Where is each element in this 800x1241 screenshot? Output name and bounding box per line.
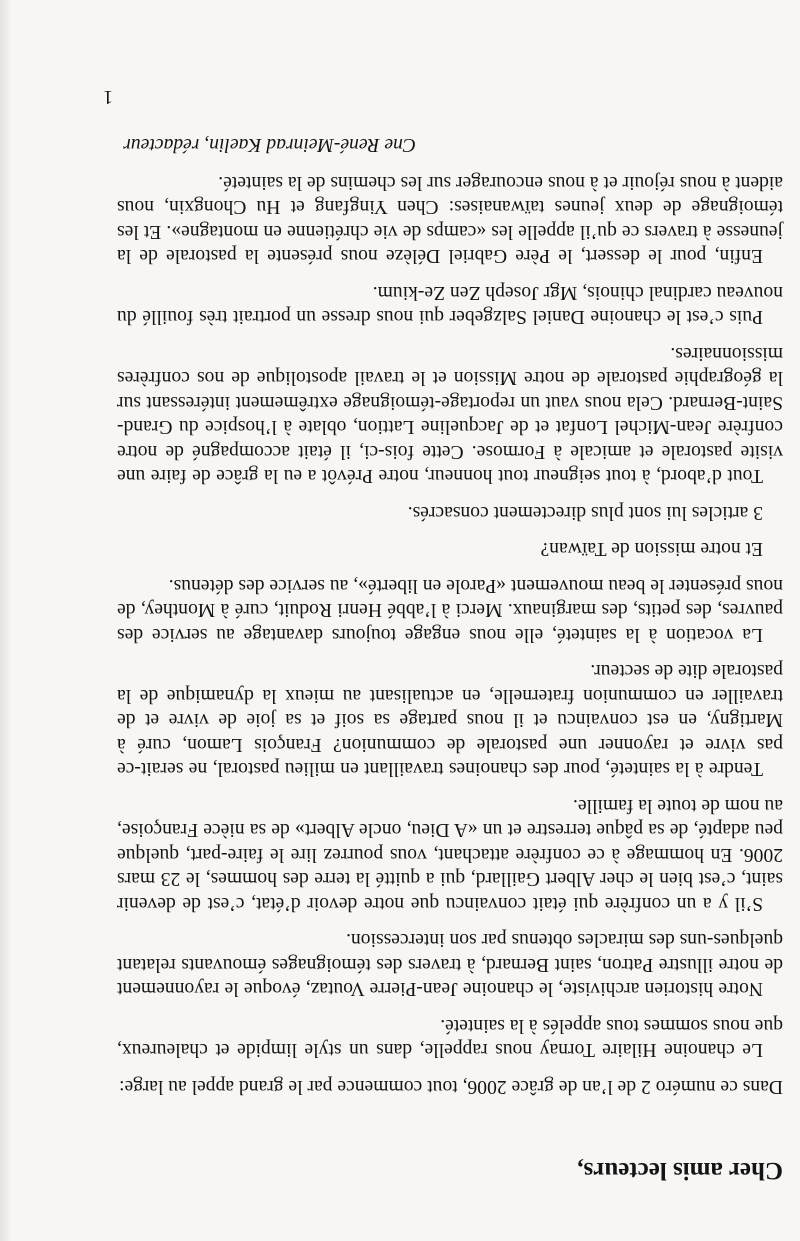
- editor-signature: Cne René-Meinrad Kaelin, rédacteur: [123, 134, 416, 155]
- paragraph-prevot: Tout d’abord, à tout seigneur tout honneur, notre Prévôt a eu la grâce de faire une visite pastorale et amicale à Formose. Cette fois-ci, il était accompagné de notre confrère Jean-Michel Lonfat et de Jacqueline Lattion, oblate à l’hospice du Grand-Saint-Bernard. Cela nous vaut un reportage-témoignage extrêmement intéressant sur la géographie pastorale de notre Mission et le travail apostolique de nos confrères missionnaires.: [117, 343, 783, 487]
- paragraph-lamon: Tendre à la sainteté, pour des chanoines travaillant en milieu pastoral, ne serait-ce pas vivre et rayonner une pastorale de communion? François Lamon, curé à Martigny, en est convaincu et il nous partage sa soif et sa joie de vivre et de travailler en communion fraternelle, en actualisant au mieux la dynamique de la pastorale dite de secteur.: [117, 660, 783, 780]
- paragraph-intro: Dans ce numéro 2 de l’an de grâce 2006, tout commence par le grand appel au large:: [119, 1076, 783, 1097]
- paragraph-taiwan-question: Et notre mission de Taïwan?: [540, 538, 763, 560]
- paragraph-deleze: Enfin, pour le dessert, le Père Gabriel Délèze nous présente la pastorale de la jeunesse à travers ce qu’il appelle les «camps de vie chrétienne en montagne». Et les témoignage de deux jeunes taïwanaises: Chen Yingfang et Hu Chongxin, nous aident à nous réjouir et à nous encourager sur les chemins de la sainteté.: [117, 172, 783, 267]
- letter-body: [117, 158, 783, 1099]
- paragraph-tornay: Le chanoine Hilaire Tornay nous rappelle, dans un style limpide et chaleureux, que nous sommes tous appelés à la sainteté.: [117, 1015, 783, 1061]
- page-number: 1: [103, 86, 113, 107]
- scan-edge-shadow: [0, 0, 12, 1241]
- paragraph-roduit: La vocation à la sainteté, elle nous engage toujours davantage au service des pauvres, des petits, des marginaux. Merci à l’abbé Henri Roduit, curé à Monthey, de nous présenter le beau mouvement «Parole en liberté», au service des détenus.: [117, 575, 783, 645]
- paragraph-voutaz: Notre historien archiviste, le chanoine Jean-Pierre Voutaz, évoque le rayonnement de notre illustre Patron, saint Bernard, à travers des témoignages émouvants relatant quelques-uns des miracles obtenus par son intercession.: [117, 929, 783, 1000]
- paragraph-salzgeber: Puis c’est le chanoine Daniel Salzgeber qui nous dresse un portrait très fouillé du nouveau cardinal chinois, Mgr Joseph Zen Ze-kium.: [117, 282, 783, 328]
- paragraph-gaillard: S’il y a un confrère qui était convaincu que notre devoir d’état, c’est de devenir saint, c’est bien le cher Albert Gaillard, qui a quitté la terre des hommes, le 23 mars 2006. En hommage à ce confrère attachant, vous pourrez lire le faire-part, quelque peu adapté, de sa pâque terrestre et un «A Dieu, oncle Albert» de sa nièce Françoise, au nom de toute la famille.: [117, 795, 783, 914]
- letter-heading: Cher amis lecteurs,: [577, 1157, 783, 1184]
- paragraph-articles: 3 articles lui sont plus directement consacrés.: [407, 502, 763, 523]
